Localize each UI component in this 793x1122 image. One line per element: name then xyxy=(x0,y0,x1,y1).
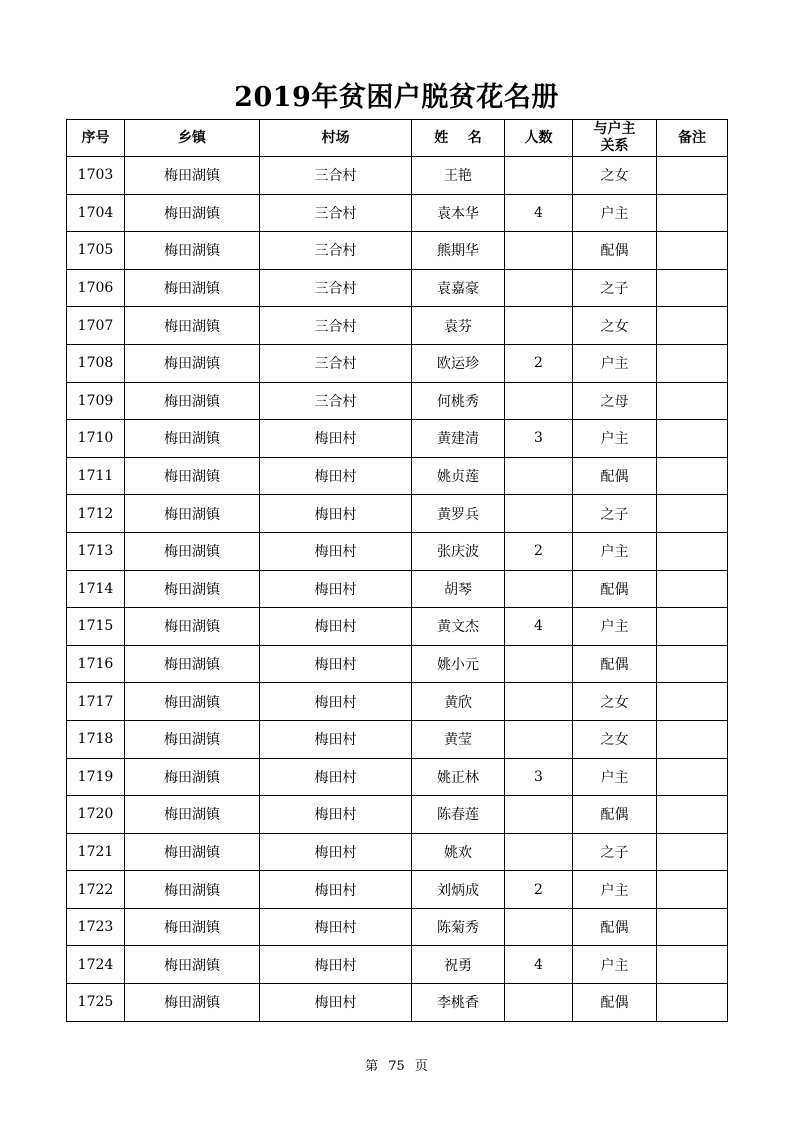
cell-seq: 1704 xyxy=(67,194,125,232)
cell-village: 三合村 xyxy=(260,232,412,270)
table-row xyxy=(67,720,728,758)
cell-town: 梅田湖镇 xyxy=(125,532,260,570)
cell-town: 梅田湖镇 xyxy=(125,871,260,909)
cell-remark xyxy=(657,720,728,758)
cell-count xyxy=(505,495,573,533)
cell-seq: 1715 xyxy=(67,608,125,646)
cell-village: 三合村 xyxy=(260,194,412,232)
cell-remark xyxy=(657,758,728,796)
table-row xyxy=(67,946,728,984)
cell-relation: 户主 xyxy=(573,871,657,909)
cell-town: 梅田湖镇 xyxy=(125,457,260,495)
cell-relation: 配偶 xyxy=(573,645,657,683)
cell-town: 梅田湖镇 xyxy=(125,194,260,232)
table-row xyxy=(67,307,728,345)
cell-town: 梅田湖镇 xyxy=(125,683,260,721)
cell-village: 梅田村 xyxy=(260,495,412,533)
cell-count xyxy=(505,645,573,683)
cell-town: 梅田湖镇 xyxy=(125,984,260,1022)
cell-remark xyxy=(657,946,728,984)
cell-remark xyxy=(657,495,728,533)
cell-remark xyxy=(657,645,728,683)
cell-village: 梅田村 xyxy=(260,833,412,871)
cell-name: 黄莹 xyxy=(412,720,505,758)
cell-town: 梅田湖镇 xyxy=(125,344,260,382)
cell-remark xyxy=(657,344,728,382)
cell-seq: 1713 xyxy=(67,532,125,570)
cell-relation: 之母 xyxy=(573,382,657,420)
cell-seq: 1718 xyxy=(67,720,125,758)
cell-relation: 配偶 xyxy=(573,796,657,834)
cell-count: 2 xyxy=(505,871,573,909)
table-row xyxy=(67,382,728,420)
header-village: 村场 xyxy=(260,120,412,157)
table-row xyxy=(67,269,728,307)
table-row xyxy=(67,157,728,195)
cell-relation: 配偶 xyxy=(573,908,657,946)
cell-remark xyxy=(657,194,728,232)
cell-name: 陈菊秀 xyxy=(412,908,505,946)
cell-remark xyxy=(657,382,728,420)
table-header-row xyxy=(67,120,728,157)
cell-town: 梅田湖镇 xyxy=(125,307,260,345)
cell-relation: 户主 xyxy=(573,344,657,382)
cell-village: 梅田村 xyxy=(260,457,412,495)
cell-seq: 1712 xyxy=(67,495,125,533)
cell-seq: 1722 xyxy=(67,871,125,909)
cell-village: 三合村 xyxy=(260,269,412,307)
cell-seq: 1709 xyxy=(67,382,125,420)
cell-seq: 1707 xyxy=(67,307,125,345)
cell-remark xyxy=(657,608,728,646)
cell-relation: 之女 xyxy=(573,720,657,758)
cell-count xyxy=(505,570,573,608)
cell-count: 4 xyxy=(505,946,573,984)
cell-village: 梅田村 xyxy=(260,420,412,458)
table-row xyxy=(67,645,728,683)
cell-relation: 户主 xyxy=(573,608,657,646)
cell-name: 姚贞莲 xyxy=(412,457,505,495)
header-name: 姓 名 xyxy=(412,120,505,157)
roster-table xyxy=(66,119,728,1022)
cell-town: 梅田湖镇 xyxy=(125,232,260,270)
cell-name: 袁嘉豪 xyxy=(412,269,505,307)
cell-remark xyxy=(657,984,728,1022)
cell-village: 三合村 xyxy=(260,157,412,195)
footer-suffix: 页 xyxy=(414,1059,428,1074)
cell-remark xyxy=(657,307,728,345)
table-row xyxy=(67,984,728,1022)
cell-remark xyxy=(657,570,728,608)
cell-town: 梅田湖镇 xyxy=(125,758,260,796)
cell-count xyxy=(505,157,573,195)
cell-seq: 1710 xyxy=(67,420,125,458)
header-relation-label: 与户主关系 xyxy=(593,121,636,154)
cell-name: 祝勇 xyxy=(412,946,505,984)
cell-relation: 之子 xyxy=(573,269,657,307)
cell-name: 李桃香 xyxy=(412,984,505,1022)
cell-name: 何桃秀 xyxy=(412,382,505,420)
cell-remark xyxy=(657,232,728,270)
cell-town: 梅田湖镇 xyxy=(125,157,260,195)
cell-count xyxy=(505,457,573,495)
cell-remark xyxy=(657,532,728,570)
cell-seq: 1723 xyxy=(67,908,125,946)
cell-relation: 户主 xyxy=(573,532,657,570)
cell-count: 3 xyxy=(505,758,573,796)
cell-relation: 配偶 xyxy=(573,984,657,1022)
cell-name: 胡琴 xyxy=(412,570,505,608)
cell-village: 梅田村 xyxy=(260,683,412,721)
cell-name: 张庆波 xyxy=(412,532,505,570)
cell-seq: 1724 xyxy=(67,946,125,984)
footer-prefix: 第 xyxy=(365,1059,379,1074)
page-footer xyxy=(0,1055,793,1074)
cell-name: 姚欢 xyxy=(412,833,505,871)
cell-remark xyxy=(657,683,728,721)
cell-town: 梅田湖镇 xyxy=(125,570,260,608)
cell-town: 梅田湖镇 xyxy=(125,269,260,307)
cell-relation: 配偶 xyxy=(573,570,657,608)
cell-count xyxy=(505,984,573,1022)
cell-count: 2 xyxy=(505,344,573,382)
cell-village: 梅田村 xyxy=(260,570,412,608)
cell-village: 三合村 xyxy=(260,307,412,345)
cell-relation: 户主 xyxy=(573,194,657,232)
table-row xyxy=(67,608,728,646)
cell-town: 梅田湖镇 xyxy=(125,645,260,683)
table-row xyxy=(67,457,728,495)
cell-relation: 之女 xyxy=(573,307,657,345)
table-row xyxy=(67,758,728,796)
cell-town: 梅田湖镇 xyxy=(125,720,260,758)
table-row xyxy=(67,908,728,946)
cell-name: 刘炳成 xyxy=(412,871,505,909)
cell-name: 黄建清 xyxy=(412,420,505,458)
cell-village: 梅田村 xyxy=(260,946,412,984)
cell-count xyxy=(505,720,573,758)
cell-village: 梅田村 xyxy=(260,532,412,570)
cell-village: 梅田村 xyxy=(260,984,412,1022)
cell-count xyxy=(505,232,573,270)
cell-remark xyxy=(657,157,728,195)
table-row xyxy=(67,420,728,458)
header-town: 乡镇 xyxy=(125,120,260,157)
page-title: 2019年贫困户脱贫花名册 xyxy=(234,82,559,113)
cell-remark xyxy=(657,908,728,946)
cell-count xyxy=(505,908,573,946)
cell-relation: 之子 xyxy=(573,833,657,871)
cell-village: 三合村 xyxy=(260,382,412,420)
table-row xyxy=(67,796,728,834)
cell-seq: 1708 xyxy=(67,344,125,382)
cell-name: 黄欣 xyxy=(412,683,505,721)
cell-remark xyxy=(657,871,728,909)
cell-count xyxy=(505,269,573,307)
cell-relation: 户主 xyxy=(573,946,657,984)
table-row xyxy=(67,532,728,570)
cell-village: 梅田村 xyxy=(260,908,412,946)
cell-remark xyxy=(657,796,728,834)
cell-seq: 1711 xyxy=(67,457,125,495)
cell-remark xyxy=(657,457,728,495)
cell-village: 三合村 xyxy=(260,344,412,382)
cell-village: 梅田村 xyxy=(260,758,412,796)
cell-town: 梅田湖镇 xyxy=(125,908,260,946)
cell-count xyxy=(505,833,573,871)
cell-count xyxy=(505,796,573,834)
cell-town: 梅田湖镇 xyxy=(125,946,260,984)
cell-count xyxy=(505,382,573,420)
cell-relation: 户主 xyxy=(573,758,657,796)
table-row xyxy=(67,495,728,533)
cell-town: 梅田湖镇 xyxy=(125,796,260,834)
table-body xyxy=(67,157,728,1022)
table-row xyxy=(67,344,728,382)
cell-name: 陈春莲 xyxy=(412,796,505,834)
cell-count: 4 xyxy=(505,608,573,646)
table-row xyxy=(67,570,728,608)
header-count: 人数 xyxy=(505,120,573,157)
cell-name: 欧运珍 xyxy=(412,344,505,382)
cell-relation: 之女 xyxy=(573,683,657,721)
cell-seq: 1717 xyxy=(67,683,125,721)
cell-town: 梅田湖镇 xyxy=(125,420,260,458)
cell-seq: 1716 xyxy=(67,645,125,683)
cell-name: 黄罗兵 xyxy=(412,495,505,533)
cell-seq: 1721 xyxy=(67,833,125,871)
cell-village: 梅田村 xyxy=(260,871,412,909)
cell-name: 黄文杰 xyxy=(412,608,505,646)
cell-relation: 配偶 xyxy=(573,232,657,270)
table-row xyxy=(67,683,728,721)
cell-count xyxy=(505,307,573,345)
cell-seq: 1706 xyxy=(67,269,125,307)
cell-village: 梅田村 xyxy=(260,608,412,646)
cell-relation: 之子 xyxy=(573,495,657,533)
table-row xyxy=(67,833,728,871)
cell-seq: 1725 xyxy=(67,984,125,1022)
cell-seq: 1705 xyxy=(67,232,125,270)
cell-seq: 1719 xyxy=(67,758,125,796)
header-remark: 备注 xyxy=(657,120,728,157)
header-seq: 序号 xyxy=(67,120,125,157)
cell-village: 梅田村 xyxy=(260,796,412,834)
header-relation xyxy=(573,120,657,157)
cell-relation: 之女 xyxy=(573,157,657,195)
cell-seq: 1720 xyxy=(67,796,125,834)
cell-name: 袁芬 xyxy=(412,307,505,345)
cell-name: 袁本华 xyxy=(412,194,505,232)
cell-name: 姚正林 xyxy=(412,758,505,796)
cell-town: 梅田湖镇 xyxy=(125,608,260,646)
cell-name: 熊期华 xyxy=(412,232,505,270)
cell-seq: 1714 xyxy=(67,570,125,608)
table-row xyxy=(67,232,728,270)
cell-count xyxy=(505,683,573,721)
cell-remark xyxy=(657,420,728,458)
cell-remark xyxy=(657,269,728,307)
table-row xyxy=(67,194,728,232)
cell-count: 4 xyxy=(505,194,573,232)
cell-town: 梅田湖镇 xyxy=(125,495,260,533)
cell-village: 梅田村 xyxy=(260,720,412,758)
footer-page-number: 75 xyxy=(388,1059,405,1074)
table-row xyxy=(67,871,728,909)
cell-count: 2 xyxy=(505,532,573,570)
cell-name: 姚小元 xyxy=(412,645,505,683)
cell-town: 梅田湖镇 xyxy=(125,382,260,420)
cell-seq: 1703 xyxy=(67,157,125,195)
cell-name: 王艳 xyxy=(412,157,505,195)
cell-village: 梅田村 xyxy=(260,645,412,683)
cell-relation: 配偶 xyxy=(573,457,657,495)
cell-count: 3 xyxy=(505,420,573,458)
cell-town: 梅田湖镇 xyxy=(125,833,260,871)
cell-remark xyxy=(657,833,728,871)
cell-relation: 户主 xyxy=(573,420,657,458)
